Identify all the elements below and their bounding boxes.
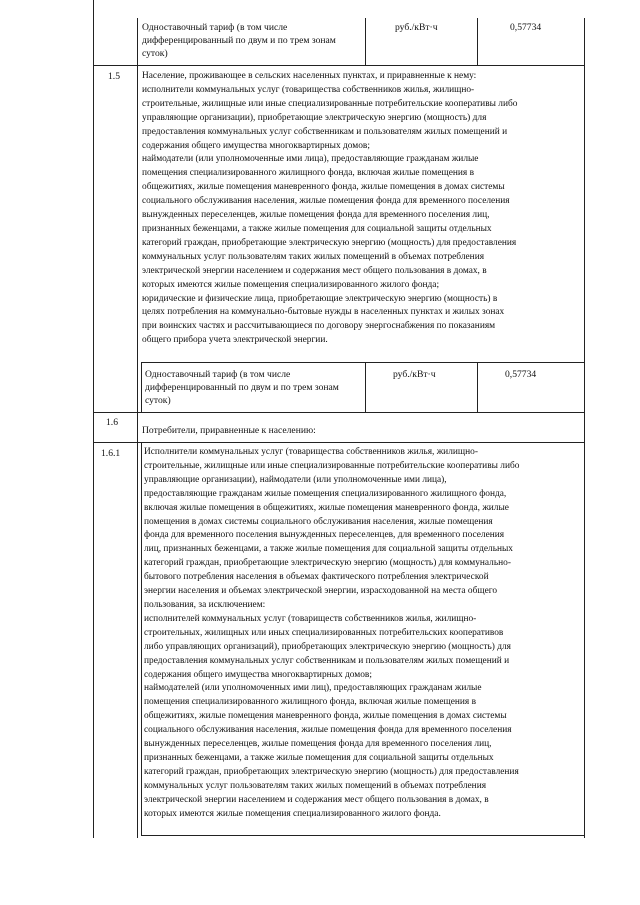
tariff-unit-mid: руб./кВт·ч [393, 369, 436, 380]
column-divider-unit-mid [365, 362, 366, 412]
table-border-right [584, 18, 585, 838]
section-text-1-6: Потребители, приравненные к населению: [142, 425, 316, 436]
tariff-box-left-mid [141, 362, 142, 412]
row-divider-top-tariff-end [93, 65, 585, 66]
row-divider-mid-tariff-end [93, 412, 585, 413]
column-divider-value-top [477, 18, 478, 65]
table-border-left [93, 0, 94, 838]
tariff-name-mid: Одноставочный тариф (в том числе дифференцированный по двум и по трем зонам суток) [145, 369, 339, 406]
row-divider-161-end [141, 835, 585, 836]
section-number-1-6-1: 1.6.1 [101, 448, 121, 459]
tariff-name-top: Одноставочный тариф (в том числе дифференцированный по двум и по трем зонам суток) [142, 22, 336, 59]
section-text-1-5: Население, проживающее в сельских населенных пунктах, и приравненные к нему: исполнители коммунальных услуг (товарищества собственников жилья, жилищно- строительные, жилищные или иные специализированные потребительские кооперативы либо управляющие организации), приобретающие электрическую энергию (мощность) для предоставления коммунальных услуг собственникам и пользователям жилых помещений и содержания общего имущества многоквартирных домов; наймодатели (или уполномоченные ими лица), предоставляющие гражданам жилые помещения специализированного жилищного фонда, включая жилые помещения в общежитиях, жилые помещения маневренного фонда, жилые помещения в домах системы социального обслуживания населения, жилые помещения фонда для временного поселения вынужденных переселенцев, жилые помещения фонда для временного поселения лиц, признанных беженцами, а также жилые помещения для социальной защиты отдельных категорий граждан, приобретающие электрическую энергию (мощность) для предоставления коммунальных услуг пользователям таких жилых помещений в объемах потребления электрической энергии населением и содержания мест общего пользования в домах, в которых имеются жилые помещения специализированного жилого фонда; юридические и физические лица, приобретающие электрическую энергию (мощность) в целях потребления на коммунально-бытовые нужды в населенных пунктах и жилых зонах при воинских частях и рассчитывающиеся по договору энергоснабжения по показаниям общего прибора учета электрической энергии. [142, 71, 518, 346]
column-divider-number [137, 18, 138, 838]
column-divider-unit-top [365, 18, 366, 65]
section-text-1-6-1: Исполнители коммунальных услуг (товарищества собственников жилья, жилищно- строительные, жилищные или иные специализированные потребительские кооперативы либо управляющие организации), наймодатели (или уполномоченные ими лица), предоставляющие гражданам жилые помещения специализированного жилищного фонда, включая жилые помещения в общежитиях, жилые помещения маневренного фонда, жилые помещения в домах системы социального обслуживания населения, жилые помещения фонда для временного поселения вынужденных переселенцев, для временного поселения лиц, признанных беженцами, а также жилые помещения для социальной защиты отдельных категорий граждан, приобретающие электрическую энергию (мощность) для коммунально- бытового потребления населения в объемах фактического потребления электрической энергии населения и объемах электрической энергии, израсходованной на места общего пользования, за исключением: исполнителей коммунальных услуг (товариществ собственников жилья, жилищно- строительных, жилищных или иных специализированных потребительских кооперативов либо управляющих организаций), приобретающих электрическую энергию (мощность) для предоставления коммунальных услуг собственникам и пользователям жилых помещений и содержания общего имущества многоквартирных домов; наймодателей (или уполномоченных ими лиц), предоставляющих гражданам жилые помещения специализированного жилищного фонда, включая жилые помещения в общежитиях, жилые помещения маневренного фонда, жилые помещения в домах системы социального обслуживания населения, жилые помещения фонда для временного поселения вынужденных переселенцев, жилые помещения фонда для временного поселения лиц, признанных беженцами, а также жилые помещения для социальной защиты отдельных категорий граждан, приобретающих электрическую энергию (мощность) для предоставления коммунальных услуг пользователям таких жилых помещений в объемах потребления электрической энергии населением и содержания мест общего пользования в домах, в которых имеются жилые помещения специализированного жилого фонда. [144, 447, 520, 819]
section-number-1-6: 1.6 [106, 417, 118, 428]
row-divider-161-start [93, 442, 585, 443]
row-divider-mid-tariff-start [141, 362, 585, 363]
section-number-1-5: 1.5 [108, 71, 120, 82]
tariff-value-mid: 0,57734 [505, 369, 537, 380]
text-box-left-161 [141, 442, 142, 835]
tariff-unit-top: руб./кВт·ч [395, 22, 438, 33]
tariff-value-top: 0,57734 [510, 22, 542, 33]
column-divider-value-mid [477, 362, 478, 412]
